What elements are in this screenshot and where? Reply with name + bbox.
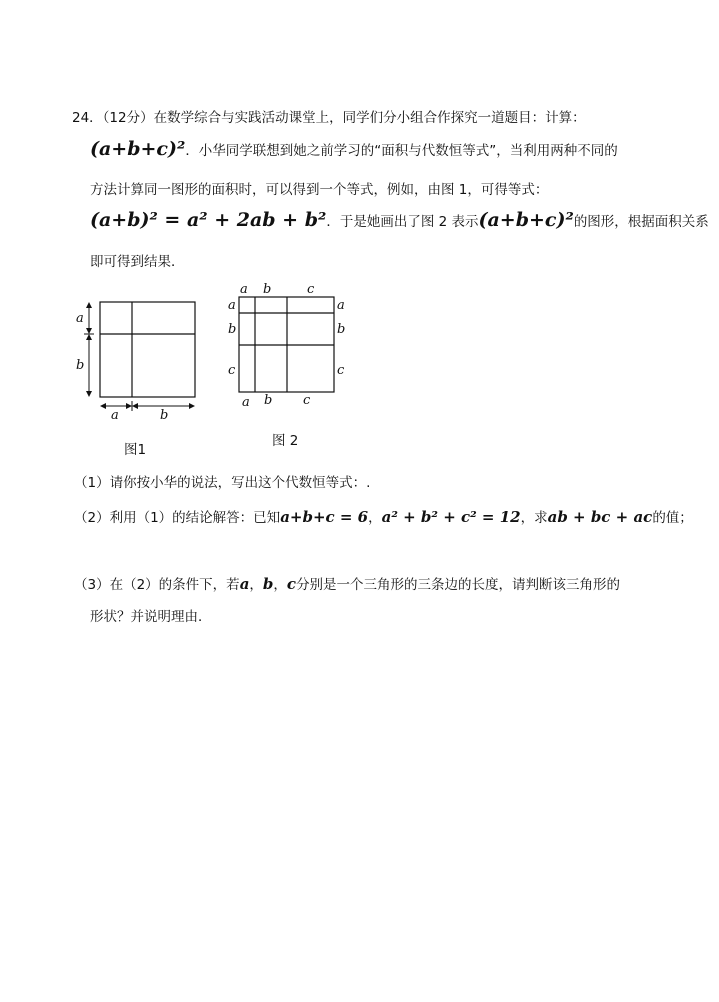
figure2-bottom-a: a — [242, 395, 250, 410]
problem-line-4 — [90, 209, 709, 231]
figure2-bottom-c: c — [303, 393, 311, 408]
figure1-label-b-left: b — [76, 358, 85, 373]
question-3-line-2-text: 形状？并说明理由． — [90, 609, 212, 625]
var-c: c — [286, 575, 297, 593]
problem-number-text: 24．（12分）在数学综合与实践活动课堂上，同学们分小组合作探究一道题目：计算： — [72, 110, 586, 126]
problem-text: ．小华同学联想到她之前学习的“面积与代数恒等式”，当利用两种不同的 — [185, 143, 618, 159]
problem-text: ．于是她画出了图 2 表示 — [326, 214, 479, 230]
target-expression: ab + bc + ac — [547, 508, 653, 526]
condition-sum-squares: a² + b² + c² = 12 — [381, 508, 521, 526]
figure2-left-b: b — [228, 322, 237, 337]
figure1-label-b-bottom: b — [160, 408, 169, 423]
question-2-suffix: 的值； — [652, 510, 693, 526]
figure-1 — [70, 295, 210, 425]
figure2-right-b: b — [337, 322, 346, 337]
figure-2 — [222, 280, 357, 415]
figure2-right-c: c — [337, 363, 345, 378]
figure2-top-a: a — [240, 282, 248, 297]
figure2-caption: 图 2 — [272, 433, 299, 449]
identity-a-b-squared: (a+b)² = a² + 2ab + b² — [90, 209, 327, 231]
figure2-top-c: c — [307, 282, 315, 297]
figure2-bottom-b: b — [264, 393, 273, 408]
question-3-prefix: （3）在（2）的条件下，若 — [74, 577, 240, 593]
question-1 — [74, 471, 370, 491]
question-2-sep: ， — [368, 510, 382, 526]
question-3 — [74, 573, 620, 593]
expression-a-b-c-squared-2: (a+b+c)² — [478, 209, 574, 231]
problem-line-1 — [72, 106, 586, 126]
problem-text: 的图形，根据面积关系 — [573, 214, 709, 230]
question-2-prefix: （2）利用（1）的结论解答：已知 — [74, 510, 281, 526]
comma: ， — [249, 577, 263, 593]
question-3-line-2 — [90, 605, 212, 625]
problem-line-3 — [90, 178, 548, 198]
figure1-label-a-left: a — [76, 311, 84, 326]
problem-text: 即可得到结果． — [90, 254, 185, 270]
figure2-top-b: b — [263, 282, 272, 297]
problem-text: 方法计算同一图形的面积时，可以得到一个等式，例如，由图 1，可得等式： — [90, 182, 549, 198]
figure1-square — [100, 302, 195, 397]
var-b: b — [262, 575, 274, 593]
question-3-suffix: 分别是一个三角形的三条边的长度，请判断该三角形的 — [296, 577, 621, 593]
figure1-label-a-bottom: a — [111, 408, 119, 423]
var-a: a — [239, 575, 250, 593]
question-1-text: （1）请你按小华的说法，写出这个代数恒等式：. — [74, 475, 371, 491]
condition-sum: a+b+c = 6 — [280, 508, 369, 526]
question-2-mid: ，求 — [520, 510, 548, 526]
figure2-left-c: c — [228, 363, 236, 378]
figure2-left-a: a — [228, 298, 236, 313]
problem-line-2 — [90, 138, 618, 160]
expression-a-b-c-squared: (a+b+c)² — [90, 138, 186, 160]
figure1-caption: 图1 — [124, 442, 147, 458]
figure2-right-a: a — [337, 298, 345, 313]
problem-line-5 — [90, 250, 185, 270]
comma: ， — [273, 577, 287, 593]
question-2 — [74, 506, 693, 526]
